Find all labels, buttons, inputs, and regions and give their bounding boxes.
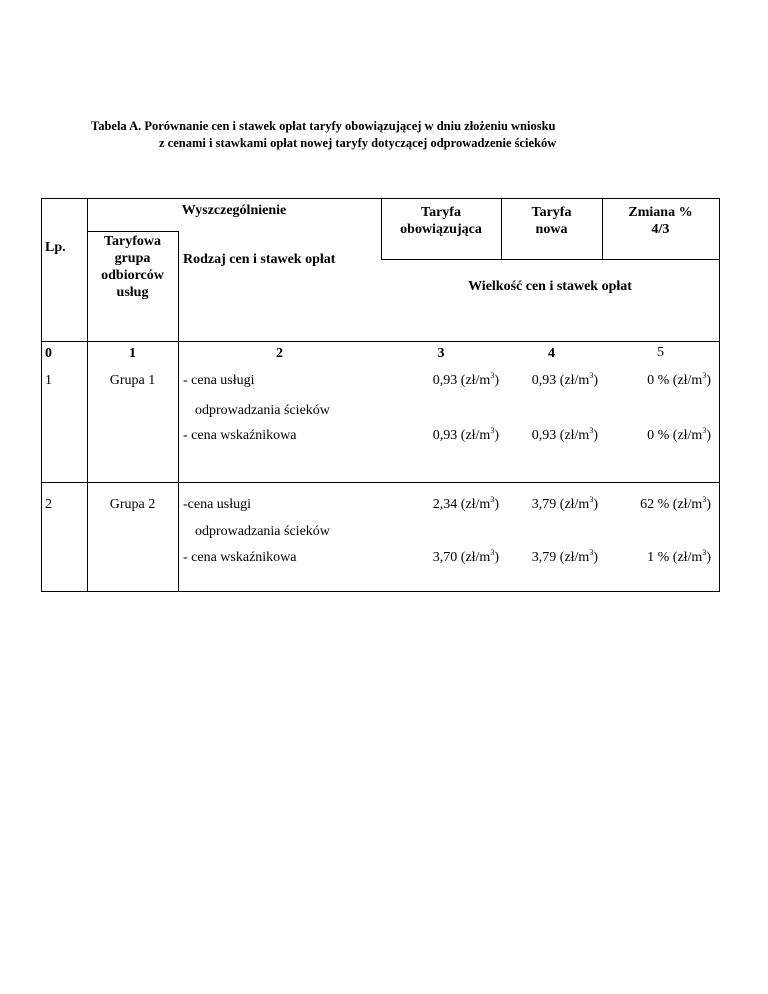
header-taryfa-obowiazujaca xyxy=(381,204,501,238)
col-number-2: 2 xyxy=(276,346,283,361)
row-label-cont: odprowadzania ścieków xyxy=(195,403,330,418)
row-label: - cena wskaźnikowa xyxy=(183,550,297,565)
col-number-5: 5 xyxy=(657,345,664,360)
col-number-3: 3 xyxy=(437,346,445,361)
col-divider xyxy=(178,231,179,591)
row-divider xyxy=(42,341,719,342)
header-line: odbiorców xyxy=(101,268,164,283)
header-line: nowa xyxy=(535,222,568,237)
tariff-comparison-table xyxy=(41,198,720,592)
value-taryfa-nowa: 0,93 $(zł/m^3)$ xyxy=(531,371,598,388)
value-taryfa-nowa: 3,79 $(zł/m^3)$ xyxy=(531,548,598,565)
value-taryfa-obowiazujaca: 3,70 $(zł/m^3)$ xyxy=(432,548,499,565)
row-group: Grupa 1 xyxy=(109,373,156,388)
header-line: usług xyxy=(116,285,149,300)
header-taryfowa-grupa xyxy=(87,233,178,301)
header-wyszczegolnienie: Wyszczególnienie xyxy=(181,203,287,218)
header-rodzaj: Rodzaj cen i stawek opłat xyxy=(183,252,336,267)
header-line: grupa xyxy=(114,251,151,266)
row-lp: 2 xyxy=(45,497,52,512)
header-line: Taryfa xyxy=(531,205,572,220)
row-label: - cena wskaźnikowa xyxy=(183,428,297,443)
value-taryfa-obowiazujaca: 2,34 $(zł/m^3)$ xyxy=(432,495,499,512)
value-zmiana: 0 % $(zł/m^3)$ xyxy=(647,371,711,388)
value-taryfa-obowiazujaca: 0,93 $(zł/m^3)$ xyxy=(432,371,499,388)
header-line: obowiązująca xyxy=(400,222,482,237)
col-number-0: 0 xyxy=(45,346,52,361)
caption-line-1: Tabela A. Porównanie cen i stawek opłat taryfy obowiązującej w dniu złożeniu wniosku xyxy=(91,119,556,133)
header-line: Taryfa xyxy=(421,205,461,220)
header-wielkosc: Wielkość cen i stawek opłat xyxy=(468,279,632,294)
value-zmiana: 1 % $(zł/m^3)$ xyxy=(647,548,711,565)
row-label-cont: odprowadzania ścieków xyxy=(195,524,330,539)
row-divider xyxy=(42,482,719,483)
row-label: -cena usługi xyxy=(183,497,252,512)
col-number-1: 1 xyxy=(129,346,136,361)
value-taryfa-nowa: 0,93 $(zł/m^3)$ xyxy=(531,426,598,443)
header-line: 4/3 xyxy=(651,222,670,237)
value-zmiana: 62 % $(zł/m^3)$ xyxy=(640,495,711,512)
value-taryfa-obowiazujaca: 0,93 $(zł/m^3)$ xyxy=(432,426,499,443)
header-line: Zmiana % xyxy=(628,205,693,220)
header-lp: Lp. xyxy=(45,240,66,255)
header-line: Taryfowa xyxy=(103,234,162,249)
value-taryfa-nowa: 3,79 $(zł/m^3)$ xyxy=(531,495,598,512)
value-zmiana: 0 % $(zł/m^3)$ xyxy=(647,426,711,443)
row-divider xyxy=(87,231,178,232)
header-taryfa-nowa xyxy=(501,204,602,238)
header-zmiana xyxy=(602,204,719,238)
row-group: Grupa 2 xyxy=(109,497,156,512)
row-label: - cena usługi xyxy=(183,373,255,388)
caption-line-2: z cenami i stawkami opłat nowej taryfy dotyczącej odprowadzenie ścieków xyxy=(159,136,557,150)
row-divider xyxy=(381,259,719,260)
col-number-4: 4 xyxy=(548,346,555,361)
row-lp: 1 xyxy=(45,373,52,388)
